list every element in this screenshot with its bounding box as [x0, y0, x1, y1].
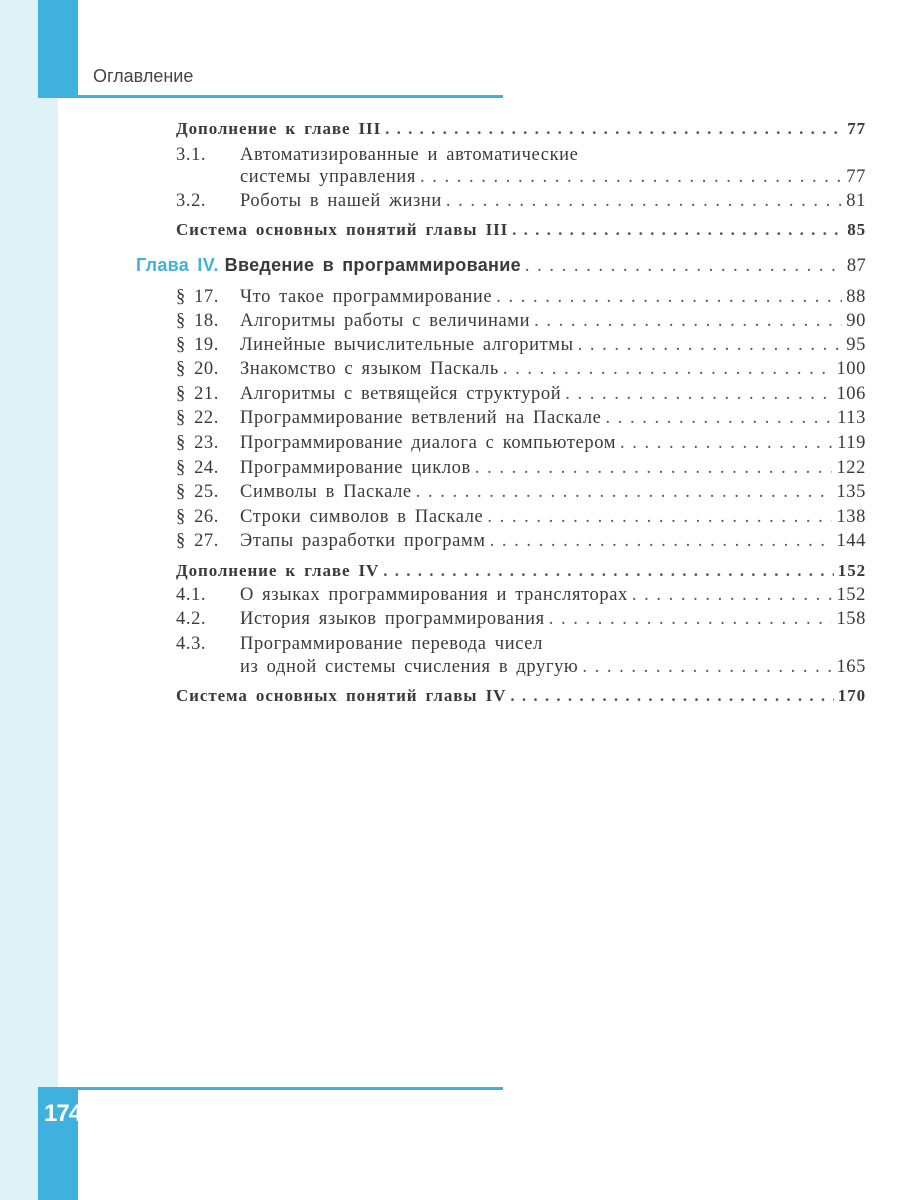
- entry-page: 77: [846, 167, 866, 187]
- toc-entry: [176, 634, 866, 658]
- entry-page: 138: [836, 507, 866, 527]
- entry-title: Дополнение к главе III: [176, 119, 382, 138]
- toc-entry: [176, 585, 866, 609]
- entry-page: 135: [836, 482, 866, 502]
- entry-number: § 26.: [176, 507, 219, 527]
- dot-leader: [383, 561, 834, 581]
- entry-number: § 18.: [176, 311, 219, 331]
- entry-page: 90: [846, 311, 866, 331]
- toc-entry: [176, 561, 866, 585]
- dot-leader: [632, 585, 833, 606]
- dot-leader: [503, 359, 833, 380]
- toc-entry: [176, 119, 866, 143]
- toc-entry: [176, 167, 866, 191]
- entry-title: Введение в программирование: [224, 255, 521, 275]
- entry-page: 88: [846, 287, 866, 307]
- dot-leader: [512, 220, 843, 240]
- toc-entry: [176, 311, 866, 335]
- entry-number: § 22.: [176, 408, 219, 428]
- toc-chapter-entry: [136, 255, 866, 279]
- entry-page: 152: [836, 585, 866, 605]
- entry-page: 158: [836, 609, 866, 629]
- dot-leader: [487, 507, 832, 528]
- entry-number: § 25.: [176, 482, 219, 502]
- dot-leader: [510, 686, 833, 706]
- dot-leader: [620, 433, 833, 454]
- dot-leader: [490, 531, 833, 552]
- entry-title: Роботы в нашей жизни: [240, 191, 442, 211]
- entry-title: Система основных понятий главы IV: [176, 686, 507, 705]
- page-margin: [0, 0, 58, 1200]
- toc-entry: [176, 686, 866, 710]
- entry-title: Этапы разработки программ: [240, 531, 486, 551]
- entry-title: Линейные вычислительные алгоритмы: [240, 335, 574, 355]
- entry-page: 95: [846, 335, 866, 355]
- entry-page: 119: [837, 433, 866, 453]
- entry-page: 165: [836, 657, 866, 677]
- entry-number: 3.2.: [176, 191, 207, 211]
- toc-entry: [176, 482, 866, 506]
- entry-page: 85: [847, 220, 866, 239]
- toc-entry: [176, 531, 866, 555]
- chapter-number: Глава IV.: [136, 255, 219, 275]
- entry-title: Алгоритмы работы с величинами: [240, 311, 531, 331]
- toc-entry: [176, 220, 866, 244]
- entry-number: § 23.: [176, 433, 219, 453]
- toc-entry: [176, 145, 866, 169]
- entry-title: О языках программирования и трансляторах: [240, 585, 628, 605]
- entry-page: 113: [837, 408, 866, 428]
- entry-title: Алгоритмы с ветвящейся структурой: [240, 384, 562, 404]
- entry-number: § 21.: [176, 384, 219, 404]
- toc-entry: [176, 335, 866, 359]
- toc-entry: [176, 408, 866, 432]
- header-rule: [38, 95, 503, 98]
- entry-page: 122: [836, 458, 866, 478]
- toc-entry: [176, 359, 866, 383]
- entry-number: § 17.: [176, 287, 219, 307]
- entry-title: Программирование диалога с компьютером: [240, 433, 617, 453]
- dot-leader: [385, 119, 843, 139]
- toc-entry: [176, 609, 866, 633]
- dot-leader: [446, 191, 842, 212]
- entry-title: Программирование перевода чисел: [240, 634, 543, 654]
- toc-entry: [176, 191, 866, 215]
- entry-title: Программирование циклов: [240, 458, 471, 478]
- entry-page: 170: [837, 686, 866, 705]
- entry-page: 144: [836, 531, 866, 551]
- toc-entry: [176, 458, 866, 482]
- entry-number: 3.1.: [176, 145, 207, 165]
- running-header: Оглавление: [93, 66, 194, 86]
- dot-leader: [578, 335, 843, 356]
- entry-page: 87: [846, 256, 866, 276]
- toc-entry: [176, 384, 866, 408]
- toc-entry: [176, 287, 866, 311]
- entry-title: История языков программирования: [240, 609, 545, 629]
- entry-page: 152: [837, 561, 866, 580]
- entry-title: Что такое программирование: [240, 287, 493, 307]
- dot-leader: [565, 384, 832, 405]
- entry-page: 81: [846, 191, 866, 211]
- entry-page: 77: [847, 119, 866, 138]
- dot-leader: [475, 458, 833, 479]
- entry-page: 106: [836, 384, 866, 404]
- entry-page: 100: [836, 359, 866, 379]
- page-number: 174: [44, 1100, 82, 1127]
- entry-number: 4.3.: [176, 634, 207, 654]
- entry-title: Символы в Паскале: [240, 482, 412, 502]
- entry-number: 4.1.: [176, 585, 207, 605]
- entry-number: § 27.: [176, 531, 219, 551]
- entry-number: 4.2.: [176, 609, 207, 629]
- dot-leader: [525, 256, 843, 277]
- entry-title: Автоматизированные и автоматические: [240, 145, 579, 165]
- entry-title: Система основных понятий главы III: [176, 220, 509, 239]
- entry-title: Дополнение к главе IV: [176, 561, 380, 580]
- entry-number: § 20.: [176, 359, 219, 379]
- entry-number: § 24.: [176, 458, 219, 478]
- toc-entry: [176, 507, 866, 531]
- toc-entry: [176, 657, 866, 681]
- entry-title: системы управления: [240, 167, 417, 187]
- header-tab: [38, 0, 78, 97]
- dot-leader: [549, 609, 833, 630]
- entry-title: Знакомство с языком Паскаль: [240, 359, 499, 379]
- dot-leader: [582, 657, 832, 678]
- footer-rule: [38, 1087, 503, 1090]
- entry-title: Строки символов в Паскале: [240, 507, 484, 527]
- dot-leader: [496, 287, 842, 308]
- entry-title: из одной системы счисления в другую: [240, 657, 579, 677]
- dot-leader: [606, 408, 834, 429]
- dot-leader: [416, 482, 833, 503]
- entry-number: § 19.: [176, 335, 219, 355]
- toc-entry: [176, 433, 866, 457]
- dot-leader: [534, 311, 842, 332]
- entry-title: Программирование ветвлений на Паскале: [240, 408, 602, 428]
- dot-leader: [420, 167, 842, 188]
